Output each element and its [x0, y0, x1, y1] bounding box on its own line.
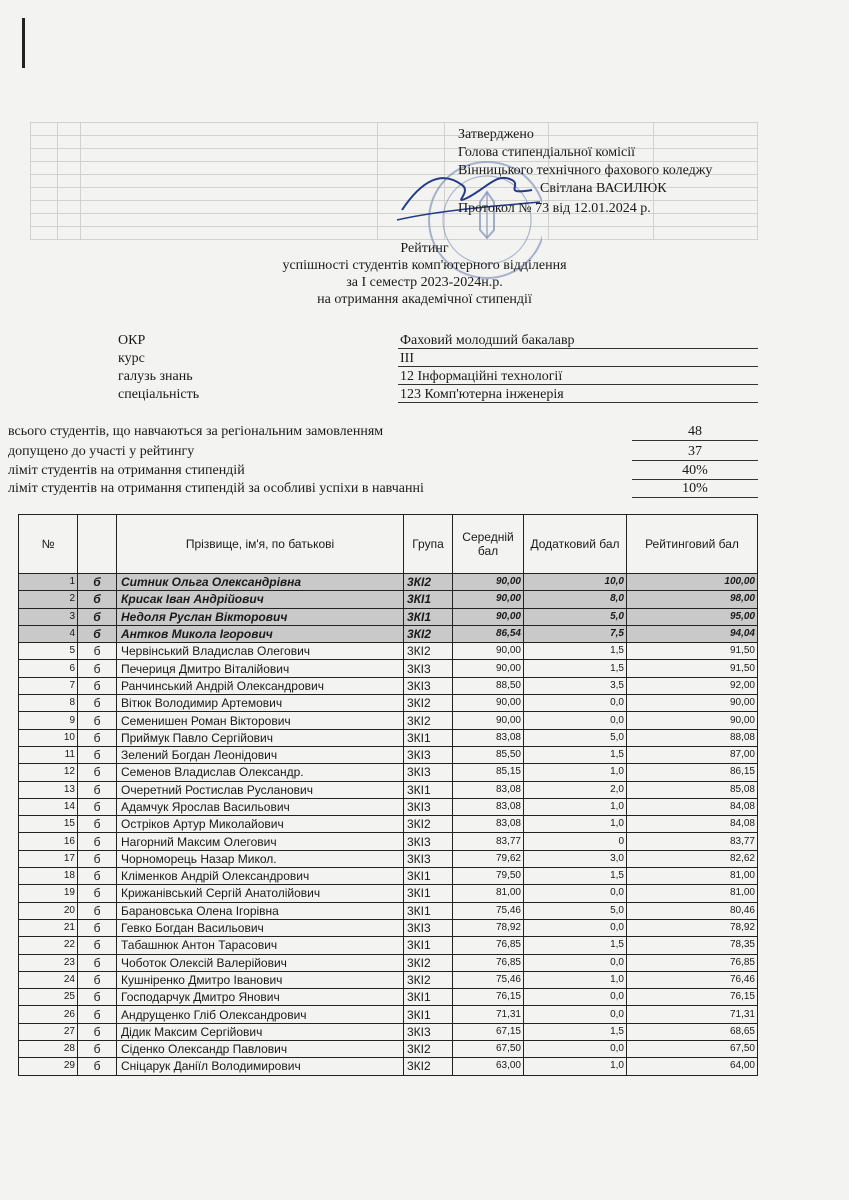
row-number: 2	[19, 591, 78, 608]
row-extra: 1,5	[524, 1023, 627, 1040]
row-extra: 5,0	[524, 902, 627, 919]
row-rating: 91,50	[627, 643, 758, 660]
row-number: 26	[19, 1006, 78, 1023]
row-rating: 95,00	[627, 608, 758, 625]
row-funding: б	[78, 919, 117, 936]
row-funding: б	[78, 902, 117, 919]
row-rating: 80,46	[627, 902, 758, 919]
row-student-name: Приймук Павло Сергійович	[117, 729, 404, 746]
row-rating: 91,50	[627, 660, 758, 677]
row-number: 4	[19, 625, 78, 642]
row-group: 3КІ1	[404, 868, 453, 885]
row-extra: 0,0	[524, 954, 627, 971]
approval-signatory: Світлана ВАСИЛЮК	[540, 181, 667, 196]
row-group: 3КІ1	[404, 937, 453, 954]
row-average: 76,85	[453, 954, 524, 971]
row-funding: б	[78, 1041, 117, 1058]
row-average: 90,00	[453, 695, 524, 712]
row-average: 79,50	[453, 868, 524, 885]
row-group: 3КІ1	[404, 591, 453, 608]
row-group: 3КІ2	[404, 712, 453, 729]
row-student-name: Остріков Артур Миколайович	[117, 816, 404, 833]
row-number: 8	[19, 695, 78, 712]
row-rating: 98,00	[627, 591, 758, 608]
row-extra: 0,0	[524, 989, 627, 1006]
row-extra: 1,5	[524, 937, 627, 954]
table-row	[19, 798, 758, 815]
special-label: ліміт студентів на отримання стипендій за особливі успіхи в навчанні	[8, 481, 424, 496]
row-number: 17	[19, 850, 78, 867]
row-number: 23	[19, 954, 78, 971]
row-number: 18	[19, 868, 78, 885]
okr-label: ОКР	[118, 333, 146, 348]
row-extra: 0,0	[524, 1041, 627, 1058]
row-average: 90,00	[453, 712, 524, 729]
table-row	[19, 902, 758, 919]
table-header-row	[19, 515, 758, 574]
total-label: всього студентів, що навчаються за регіональним замовленням	[8, 424, 384, 439]
row-average: 90,00	[453, 608, 524, 625]
course-label: курс	[118, 351, 145, 366]
row-funding: б	[78, 798, 117, 815]
row-funding: б	[78, 591, 117, 608]
row-student-name: Крисак Іван Андрійович	[117, 591, 404, 608]
col-header-number: №	[19, 515, 78, 574]
spec-underline	[398, 402, 758, 403]
row-group: 3КІ2	[404, 816, 453, 833]
row-funding: б	[78, 937, 117, 954]
table-row	[19, 885, 758, 902]
table-row	[19, 937, 758, 954]
row-student-name: Дідик Максим Сергійович	[117, 1023, 404, 1040]
row-funding: б	[78, 1023, 117, 1040]
doc-subtitle: успішності студентів комп'ютерного відділення	[282, 258, 567, 273]
row-funding: б	[78, 643, 117, 660]
row-number: 10	[19, 729, 78, 746]
row-average: 83,08	[453, 781, 524, 798]
row-extra: 3,0	[524, 850, 627, 867]
row-rating: 81,00	[627, 868, 758, 885]
row-average: 88,50	[453, 677, 524, 694]
row-funding: б	[78, 625, 117, 642]
row-extra: 1,5	[524, 660, 627, 677]
table-row	[19, 1041, 758, 1058]
row-average: 83,08	[453, 816, 524, 833]
special-value: 10%	[632, 481, 758, 498]
doc-purpose: на отримання академічної стипендії	[317, 292, 532, 307]
col-header-group: Група	[404, 515, 453, 574]
row-average: 67,15	[453, 1023, 524, 1040]
col-header-blank	[78, 515, 117, 574]
scan-margin-mark	[22, 18, 25, 68]
row-number: 16	[19, 833, 78, 850]
row-extra: 1,0	[524, 816, 627, 833]
table-row	[19, 712, 758, 729]
row-student-name: Крижанівський Сергій Анатолійович	[117, 885, 404, 902]
row-number: 13	[19, 781, 78, 798]
table-row	[19, 764, 758, 781]
row-extra: 8,0	[524, 591, 627, 608]
row-number: 6	[19, 660, 78, 677]
row-average: 81,00	[453, 885, 524, 902]
row-number: 25	[19, 989, 78, 1006]
row-average: 90,00	[453, 591, 524, 608]
row-funding: б	[78, 868, 117, 885]
approval-protocol: Протокол № 73 від 12.01.2024 р.	[458, 201, 651, 216]
row-group: 3КІ1	[404, 1006, 453, 1023]
admitted-value: 37	[632, 444, 758, 461]
row-rating: 82,62	[627, 850, 758, 867]
row-rating: 67,50	[627, 1041, 758, 1058]
row-student-name: Чоботок Олексій Валерійович	[117, 954, 404, 971]
row-number: 11	[19, 746, 78, 763]
row-rating: 88,08	[627, 729, 758, 746]
row-group: 3КІ2	[404, 574, 453, 591]
row-funding: б	[78, 712, 117, 729]
row-rating: 85,08	[627, 781, 758, 798]
row-average: 85,50	[453, 746, 524, 763]
row-rating: 84,08	[627, 816, 758, 833]
row-funding: б	[78, 816, 117, 833]
row-group: 3КІ3	[404, 677, 453, 694]
row-rating: 68,65	[627, 1023, 758, 1040]
row-number: 29	[19, 1058, 78, 1075]
row-number: 9	[19, 712, 78, 729]
row-student-name: Недоля Руслан Вікторович	[117, 608, 404, 625]
row-number: 24	[19, 971, 78, 988]
row-extra: 5,0	[524, 608, 627, 625]
row-rating: 76,85	[627, 954, 758, 971]
table-row	[19, 608, 758, 625]
table-row	[19, 695, 758, 712]
row-student-name: Господарчук Дмитро Янович	[117, 989, 404, 1006]
table-row	[19, 625, 758, 642]
row-average: 71,31	[453, 1006, 524, 1023]
row-group: 3КІ1	[404, 902, 453, 919]
col-header-rating: Рейтинговий бал	[627, 515, 758, 574]
row-number: 28	[19, 1041, 78, 1058]
row-extra: 0,0	[524, 712, 627, 729]
row-average: 83,08	[453, 798, 524, 815]
approval-institution: Вінницького технічного фахового коледжу	[458, 163, 713, 178]
row-number: 1	[19, 574, 78, 591]
row-student-name: Барановська Олена Ігорівна	[117, 902, 404, 919]
row-rating: 64,00	[627, 1058, 758, 1075]
row-rating: 87,00	[627, 746, 758, 763]
row-average: 90,00	[453, 660, 524, 677]
row-rating: 92,00	[627, 677, 758, 694]
col-header-average: Середній бал	[453, 515, 524, 574]
row-average: 90,00	[453, 643, 524, 660]
table-row	[19, 574, 758, 591]
doc-semester: за І семестр 2023-2024н.р.	[346, 275, 503, 290]
table-row	[19, 971, 758, 988]
row-student-name: Сіденко Олександр Павлович	[117, 1041, 404, 1058]
course-value: ІІІ	[400, 351, 414, 366]
field-value: 12 Інформаційні технології	[400, 369, 563, 384]
row-group: 3КІ2	[404, 1041, 453, 1058]
field-label: галузь знань	[118, 369, 193, 384]
row-rating: 86,15	[627, 764, 758, 781]
row-extra: 1,0	[524, 1058, 627, 1075]
table-row	[19, 850, 758, 867]
row-group: 3КІ1	[404, 781, 453, 798]
table-row	[19, 660, 758, 677]
row-average: 75,46	[453, 971, 524, 988]
row-funding: б	[78, 833, 117, 850]
row-average: 83,08	[453, 729, 524, 746]
row-group: 3КІ2	[404, 971, 453, 988]
row-group: 3КІ3	[404, 919, 453, 936]
table-row	[19, 954, 758, 971]
approval-position: Голова стипендіальної комісії	[458, 145, 635, 160]
row-rating: 71,31	[627, 1006, 758, 1023]
row-extra: 5,0	[524, 729, 627, 746]
table-row	[19, 746, 758, 763]
table-row	[19, 868, 758, 885]
row-rating: 83,77	[627, 833, 758, 850]
row-average: 79,62	[453, 850, 524, 867]
row-extra: 1,5	[524, 868, 627, 885]
row-average: 75,46	[453, 902, 524, 919]
row-rating: 100,00	[627, 574, 758, 591]
row-student-name: Ситник Ольга Олександрівна	[117, 574, 404, 591]
row-average: 63,00	[453, 1058, 524, 1075]
table-row	[19, 729, 758, 746]
row-rating: 78,92	[627, 919, 758, 936]
row-student-name: Кліменков Андрій Олександрович	[117, 868, 404, 885]
course-underline	[398, 366, 758, 367]
row-number: 12	[19, 764, 78, 781]
row-rating: 90,00	[627, 712, 758, 729]
row-number: 7	[19, 677, 78, 694]
admitted-label: допущено до участі у рейтингу	[8, 444, 195, 459]
okr-underline	[398, 348, 758, 349]
row-student-name: Табашнюк Антон Тарасович	[117, 937, 404, 954]
row-student-name: Очеретний Ростислав Русланович	[117, 781, 404, 798]
row-group: 3КІ2	[404, 954, 453, 971]
table-body	[19, 574, 758, 1076]
table-row	[19, 816, 758, 833]
col-header-extra: Додатковий бал	[524, 515, 627, 574]
row-average: 85,15	[453, 764, 524, 781]
table-row	[19, 833, 758, 850]
row-funding: б	[78, 729, 117, 746]
row-student-name: Зелений Богдан Леонідович	[117, 746, 404, 763]
row-group: 3КІ3	[404, 833, 453, 850]
row-extra: 2,0	[524, 781, 627, 798]
row-rating: 84,08	[627, 798, 758, 815]
limit-value: 40%	[632, 463, 758, 480]
row-funding: б	[78, 781, 117, 798]
row-group: 3КІ1	[404, 729, 453, 746]
row-student-name: Нагорний Максим Олегович	[117, 833, 404, 850]
row-average: 76,85	[453, 937, 524, 954]
field-underline	[398, 384, 758, 385]
row-rating: 76,46	[627, 971, 758, 988]
row-number: 21	[19, 919, 78, 936]
row-funding: б	[78, 764, 117, 781]
row-extra: 3,5	[524, 677, 627, 694]
table-row	[19, 781, 758, 798]
table-row	[19, 643, 758, 660]
row-extra: 7,5	[524, 625, 627, 642]
row-group: 3КІ3	[404, 850, 453, 867]
row-extra: 1,0	[524, 971, 627, 988]
row-group: 3КІ3	[404, 660, 453, 677]
row-funding: б	[78, 954, 117, 971]
row-extra: 0,0	[524, 885, 627, 902]
row-funding: б	[78, 989, 117, 1006]
row-student-name: Семенишен Роман Вікторович	[117, 712, 404, 729]
okr-value: Фаховий молодший бакалавр	[400, 333, 575, 348]
row-group: 3КІ2	[404, 643, 453, 660]
row-student-name: Андрущенко Гліб Олександрович	[117, 1006, 404, 1023]
row-number: 22	[19, 937, 78, 954]
table-row	[19, 1006, 758, 1023]
row-average: 76,15	[453, 989, 524, 1006]
row-group: 3КІ2	[404, 695, 453, 712]
row-extra: 0,0	[524, 919, 627, 936]
row-student-name: Чорноморець Назар Микол.	[117, 850, 404, 867]
row-number: 27	[19, 1023, 78, 1040]
row-extra: 0,0	[524, 1006, 627, 1023]
row-rating: 90,00	[627, 695, 758, 712]
row-group: 3КІ1	[404, 885, 453, 902]
table-row	[19, 1058, 758, 1075]
row-funding: б	[78, 574, 117, 591]
row-extra: 0,0	[524, 695, 627, 712]
row-number: 14	[19, 798, 78, 815]
total-value: 48	[632, 424, 758, 441]
row-average: 86,54	[453, 625, 524, 642]
col-header-name: Прізвище, ім'я, по батькові	[117, 515, 404, 574]
row-student-name: Семенов Владислав Олександр.	[117, 764, 404, 781]
row-group: 3КІ1	[404, 989, 453, 1006]
row-funding: б	[78, 746, 117, 763]
row-average: 83,77	[453, 833, 524, 850]
table-row	[19, 1023, 758, 1040]
spec-value: 123 Комп'ютерна інженерія	[400, 387, 564, 402]
row-student-name: Червінський Владислав Олегович	[117, 643, 404, 660]
row-student-name: Антков Микола Ігорович	[117, 625, 404, 642]
row-group: 3КІ3	[404, 798, 453, 815]
approval-block	[458, 126, 712, 218]
row-group: 3КІ2	[404, 625, 453, 642]
approval-approved: Затверджено	[458, 127, 534, 142]
row-student-name: Печериця Дмитро Віталійович	[117, 660, 404, 677]
row-funding: б	[78, 677, 117, 694]
doc-title: Рейтинг	[400, 241, 449, 256]
row-student-name: Сніцарук Даніїл Володимирович	[117, 1058, 404, 1075]
table-row	[19, 919, 758, 936]
row-number: 15	[19, 816, 78, 833]
row-group: 3КІ2	[404, 1058, 453, 1075]
row-funding: б	[78, 1006, 117, 1023]
row-funding: б	[78, 608, 117, 625]
row-group: 3КІ3	[404, 746, 453, 763]
row-student-name: Кушніренко Дмитро Іванович	[117, 971, 404, 988]
row-rating: 81,00	[627, 885, 758, 902]
row-group: 3КІ3	[404, 764, 453, 781]
row-group: 3КІ1	[404, 608, 453, 625]
row-number: 5	[19, 643, 78, 660]
row-extra: 10,0	[524, 574, 627, 591]
row-funding: б	[78, 885, 117, 902]
row-funding: б	[78, 850, 117, 867]
row-extra: 1,0	[524, 798, 627, 815]
row-average: 67,50	[453, 1041, 524, 1058]
row-funding: б	[78, 971, 117, 988]
row-funding: б	[78, 695, 117, 712]
row-student-name: Гевко Богдан Васильович	[117, 919, 404, 936]
row-extra: 1,0	[524, 764, 627, 781]
table-row	[19, 591, 758, 608]
limit-label: ліміт студентів на отримання стипендій	[8, 463, 245, 478]
row-extra: 1,5	[524, 746, 627, 763]
row-rating: 78,35	[627, 937, 758, 954]
row-funding: б	[78, 660, 117, 677]
spec-label: спеціальність	[118, 387, 200, 402]
row-extra: 0	[524, 833, 627, 850]
row-average: 78,92	[453, 919, 524, 936]
row-student-name: Вітюк Володимир Артемович	[117, 695, 404, 712]
row-rating: 76,15	[627, 989, 758, 1006]
row-student-name: Ранчинський Андрій Олександрович	[117, 677, 404, 694]
row-student-name: Адамчук Ярослав Васильович	[117, 798, 404, 815]
row-funding: б	[78, 1058, 117, 1075]
row-extra: 1,5	[524, 643, 627, 660]
row-average: 90,00	[453, 574, 524, 591]
row-group: 3КІ3	[404, 1023, 453, 1040]
row-rating: 94,04	[627, 625, 758, 642]
row-number: 3	[19, 608, 78, 625]
table-row	[19, 989, 758, 1006]
rating-table	[18, 514, 758, 1076]
table-row	[19, 677, 758, 694]
row-number: 20	[19, 902, 78, 919]
row-number: 19	[19, 885, 78, 902]
